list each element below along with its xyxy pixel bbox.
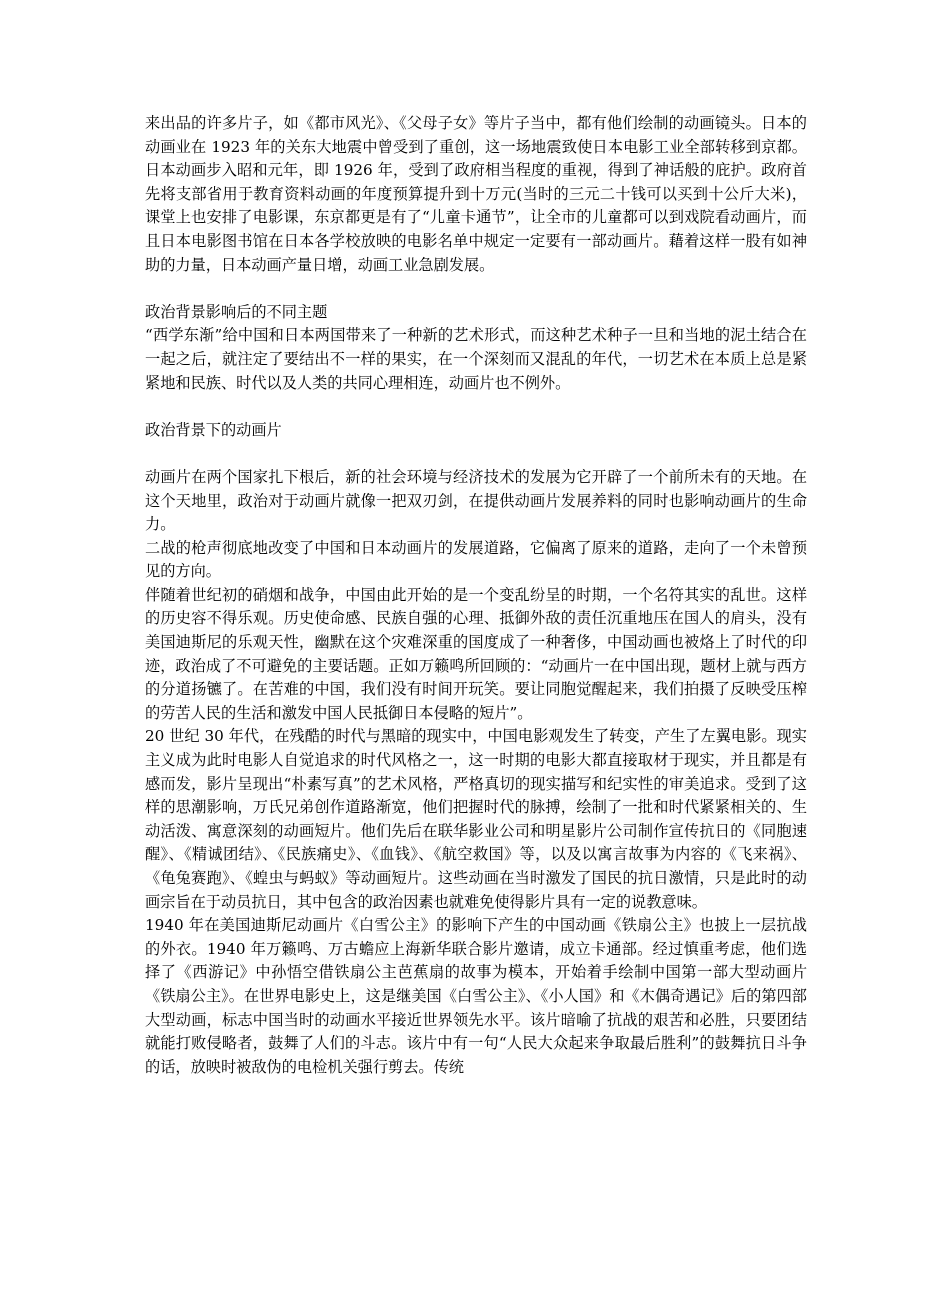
body-paragraph: 二战的枪声彻底地改变了中国和日本动画片的发展道路，它偏离了原来的道路，走向了一个未曾预见的方向。: [145, 538, 807, 581]
body-paragraph: 动画片在两个国家扎下根后，新的社会环境与经济技术的发展为它开辟了一个前所未有的天地。在这个天地里，政治对于动画片就像一把双刃剑，在提供动画片发展养料的同时也影响动画片的生命力。: [145, 467, 807, 534]
section-heading: 政治背景下的动画片: [145, 420, 282, 439]
body-paragraph: 伴随着世纪初的硝烟和战争，中国由此开始的是一个变乱纷呈的时期，一个名符其实的乱世。这样的历史容不得乐观。历史使命感、民族自强的心理、抵御外敌的责任沉重地压在国人的肩头，没有美国迪斯尼的乐观天性，幽默在这个灾难深重的国度成了一种奢侈，中国动画也被烙上了时代的印迹，政治成了不可避免的主要话题。正如万籁鸣所回顾的：“动画片一在中国出现，题材上就与西方的分道扬镳了。在苦难的中国，我们没有时间开玩笑。要让同胞觉醒起来，我们拍摄了反映受压榨的劳苦人民的生活和激发中国人民抵御日本侵略的短片”。: [145, 585, 807, 722]
body-paragraph: “西学东渐”给中国和日本两国带来了一种新的艺术形式，而这种艺术种子一旦和当地的泥土结合在一起之后，就注定了要结出不一样的果实，在一个深刻而又混乱的年代，一切艺术在本质上总是紧紧地和民族、时代以及人类的共同心理相连，动画片也不例外。: [145, 326, 807, 392]
section-heading: 政治背景影响后的不同主题: [145, 302, 328, 321]
body-paragraph: 20 世纪 30 年代，在残酷的时代与黑暗的现实中，中国电影观发生了转变，产生了左翼电影。现实主义成为此时电影人自觉追求的时代风格之一，这一时期的电影大都直接取材于现实，并且都是有感而发，影片呈现出“朴素写真”的艺术风格，严格真切的现实描写和纪实性的审美追求。受到了这样的思潮影响，万氏兄弟创作道路渐宽，他们把握时代的脉搏，绘制了一批和时代紧紧相关的、生动活泼、寓意深刻的动画短片。他们先后在联华影业公司和明星影片公司制作宣传抗日的《同胞速醒》、《精诚团结》、《民族痛史》、《血钱》、《航空救国》等，以及以寓言故事为内容的《飞来祸》、《龟兔赛跑》、《蝗虫与蚂蚁》等动画短片。这些动画在当时激发了国民的抗日激情，只是此时的动画宗旨在于动员抗日，其中包含的政治因素也就难免使得影片具有一定的说教意味。: [145, 727, 807, 911]
blank-line: [145, 442, 807, 466]
body-paragraph: 1940 年在美国迪斯尼动画片《白雪公主》的影响下产生的中国动画《铁扇公主》也披上一层抗战的外衣。1940 年万籁鸣、万古蟾应上海新华联合影片邀请，成立卡通部。经过慎重考虑，他们选择了《西游记》中孙悟空借铁扇公主芭蕉扇的故事为模本，开始着手绘制中国第一部大型动画片《铁扇公主》。在世界电影史上，这是继美国《白雪公主》、《小人国》和《木偶奇遇记》后的第四部大型动画，标志中国当时的动画水平接近世界领先水平。该片暗喻了抗战的艰苦和必胜，只要团结就能打败侵略者，鼓舞了人们的斗志。该片中有一句“人民大众起来争取最后胜利”的鼓舞抗日斗争的话，放映时被敌伪的电检机关强行剪去。传统: [145, 916, 807, 1076]
blank-line: [145, 277, 807, 301]
document-page: [145, 112, 807, 1079]
blank-line: [145, 395, 807, 419]
body-paragraph: 来出品的许多片子，如《都市风光》、《父母子女》等片子当中，都有他们绘制的动画镜头。日本的动画业在 1923 年的关东大地震中曾受到了重创，这一场地震致使日本电影工业全部转移到京都。日本动画步入昭和元年，即 1926 年，受到了政府相当程度的重视，得到了神话般的庇护。政府首先将支部省用于教育资料动画的年度预算提升到十万元(当时的三元二十钱可以买到十公斤大米)，课堂上也安排了电影课，东京都更是有了“儿童卡通节”，让全市的儿童都可以到戏院看动画片，而且日本电影图书馆在日本各学校放映的电影名单中规定一定要有一部动画片。藉着这样一股有如神助的力量，日本动画产量日增，动画工业急剧发展。: [145, 114, 807, 274]
